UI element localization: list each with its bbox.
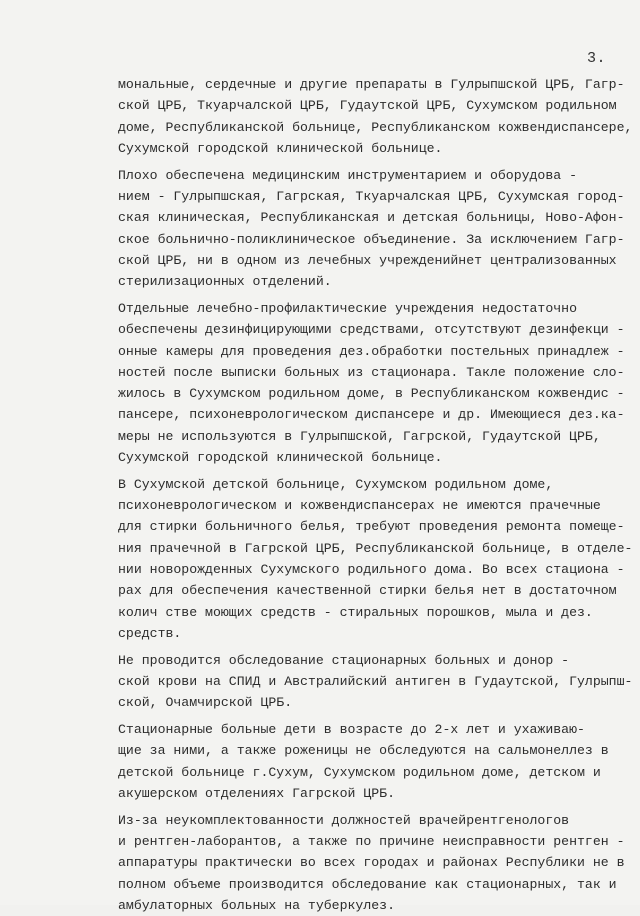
text-line: полном объеме производится обследование как стационарных, так и [118,876,617,892]
text-line: ностей после выписки больных из стационара. Такле положение сло- [118,364,625,380]
text-line: Плохо обеспечена медицинским инструментарием и оборудова - [118,167,577,183]
text-line: ния прачечной в Гагрской ЦРБ, Республиканской больнице, в отделе- [118,540,633,556]
text-line: стерилизационных отделений. [118,274,332,290]
page-number: 3. [587,50,607,67]
text-line: щие за ними, а также роженицы не обследуются на сальмонеллез в [118,743,609,759]
paragraph-7 [118,810,625,916]
text-line: ской ЦРБ, ни в одном из лечебных учрежденийнет централизованных [118,252,617,268]
text-line: ской, Очамчирской ЦРБ. [118,695,293,711]
text-line: меры не используются в Гулрыпшской, Гагрской, Гудаутской ЦРБ, [118,428,601,444]
text-line: рах для обеспечения качественной стирки белья нет в достаточном [118,583,617,599]
text-line: Не проводится обследование стационарных больных и донор - [118,652,570,668]
text-line: Сухумской городской клинической больнице. [118,140,443,156]
text-line: для стирки больничного белья, требуют проведения ремонта помеще- [118,519,625,535]
text-line: ской крови на СПИД и Австралийский антиген в Гудаутской, Гулрыпш- [118,674,633,690]
text-line: Сухумской городской клинической больнице. [118,450,443,466]
paragraph-4 [118,474,633,644]
text-line: и рентген-лаборантов, а также по причине неисправности рентген - [118,834,625,850]
text-line: Стационарные больные дети в возрасте до 2-х лет и ухаживаю- [118,722,585,738]
text-line: ская клиническая, Республиканская и детская больницы, Ново-Афон- [118,210,625,226]
paragraph-2 [118,165,625,293]
text-line: мональные, сердечные и другие препараты в Гулрыпшской ЦРБ, Гагр- [118,77,625,92]
text-line: жилось в Сухумском родильном доме, в Республиканском кожвендис - [118,386,625,402]
text-line: детской больнице г.Сухум, Сухумском родильном доме, детском и [118,764,601,780]
document-body [118,74,633,916]
text-line: онные камеры для проведения дез.обработки постельных принадлеж - [118,343,625,359]
text-line: ское больнично-поликлиническое объединение. За исключением Гагр- [118,231,625,247]
text-line: В Сухумской детской больнице, Сухумском родильном доме, [118,476,554,492]
text-line: колич стве моющих средств - стиральных порошков, мыла и дез. [118,604,593,620]
text-line: нием - Гулрыпшская, Гагрская, Ткуарчалская ЦРБ, Сухумская город- [118,188,625,204]
text-line: аппаратуры практически во всех городах и районах Республики не в [118,855,625,871]
text-line: Из-за неукомплектованности должностей врачейрентгенологов [118,812,570,828]
paragraph-6 [118,719,618,804]
text-line: пансере, психоневрологическом диспансере и др. Имеющиеся дез.ка- [118,407,625,423]
text-line: обеспечены дезинфицирующими средствами, отсутствуют дезинфекци - [118,322,625,338]
text-line: доме, Республиканской больнице, Республиканском кожвендиспансере, [118,119,633,135]
text-line: ской ЦРБ, Ткуарчалской ЦРБ, Гудаутской ЦРБ, Сухумском родильном [118,98,617,114]
text-line: Отдельные лечебно-профилактические учреждения недостаточно [118,300,577,316]
text-line: акушерском отделениях Гагрской ЦРБ. [118,786,395,801]
paragraph-5 [118,650,633,714]
text-line: средств. [118,625,182,641]
paragraph-3 [118,298,625,468]
text-line: психоневрологическом и кожвендиспансерах не имеются прачечные [118,498,601,514]
text-line: амбулаторных больных на туберкулез. [118,897,395,913]
paragraph-1 [118,74,633,159]
text-line: нии новорожденных Сухумского родильного дома. Во всех стациона - [118,562,625,578]
